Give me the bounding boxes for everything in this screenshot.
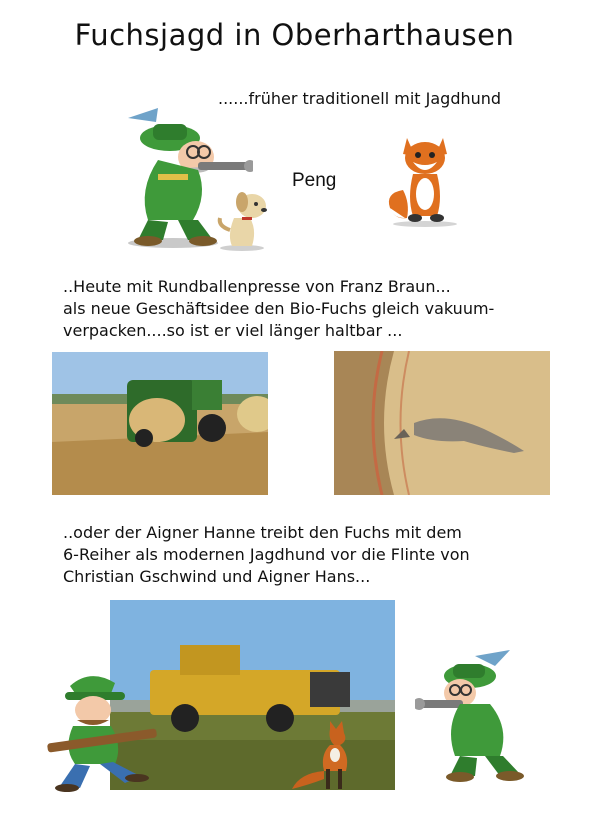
peng-text: Peng [292, 170, 337, 191]
intro-text: ......früher traditionell mit Jagdhund [218, 89, 502, 108]
paragraph-1-line: als neue Geschäftsidee den Bio-Fuchs gleich vakuum- [63, 299, 495, 318]
paragraph-1-line: verpacken....so ist er viel länger haltbar ... [63, 321, 403, 340]
baler-photo [52, 352, 268, 495]
paragraph-2-line: 6-Reiher als modernen Jagdhund vor die Flinte von [63, 545, 470, 564]
hunter-cartoon-right [415, 648, 525, 783]
paragraph-1-line: ..Heute mit Rundballenpresse von Franz Braun... [63, 277, 451, 296]
fox-photo [290, 715, 368, 793]
paragraph-2 [63, 522, 470, 588]
paragraph-2-line: ..oder der Aigner Hanne treibt den Fuchs mit dem [63, 523, 462, 542]
page-title: Fuchsjagd in Oberharthausen [74, 18, 515, 52]
fox-cartoon [385, 128, 465, 228]
fox-in-bale-photo [334, 351, 550, 495]
paragraph-1 [63, 276, 494, 342]
dog-cartoon [212, 190, 274, 252]
paragraph-2-line: Christian Gschwind und Aigner Hans... [63, 567, 371, 586]
hunter-cartoon-left [45, 668, 165, 793]
